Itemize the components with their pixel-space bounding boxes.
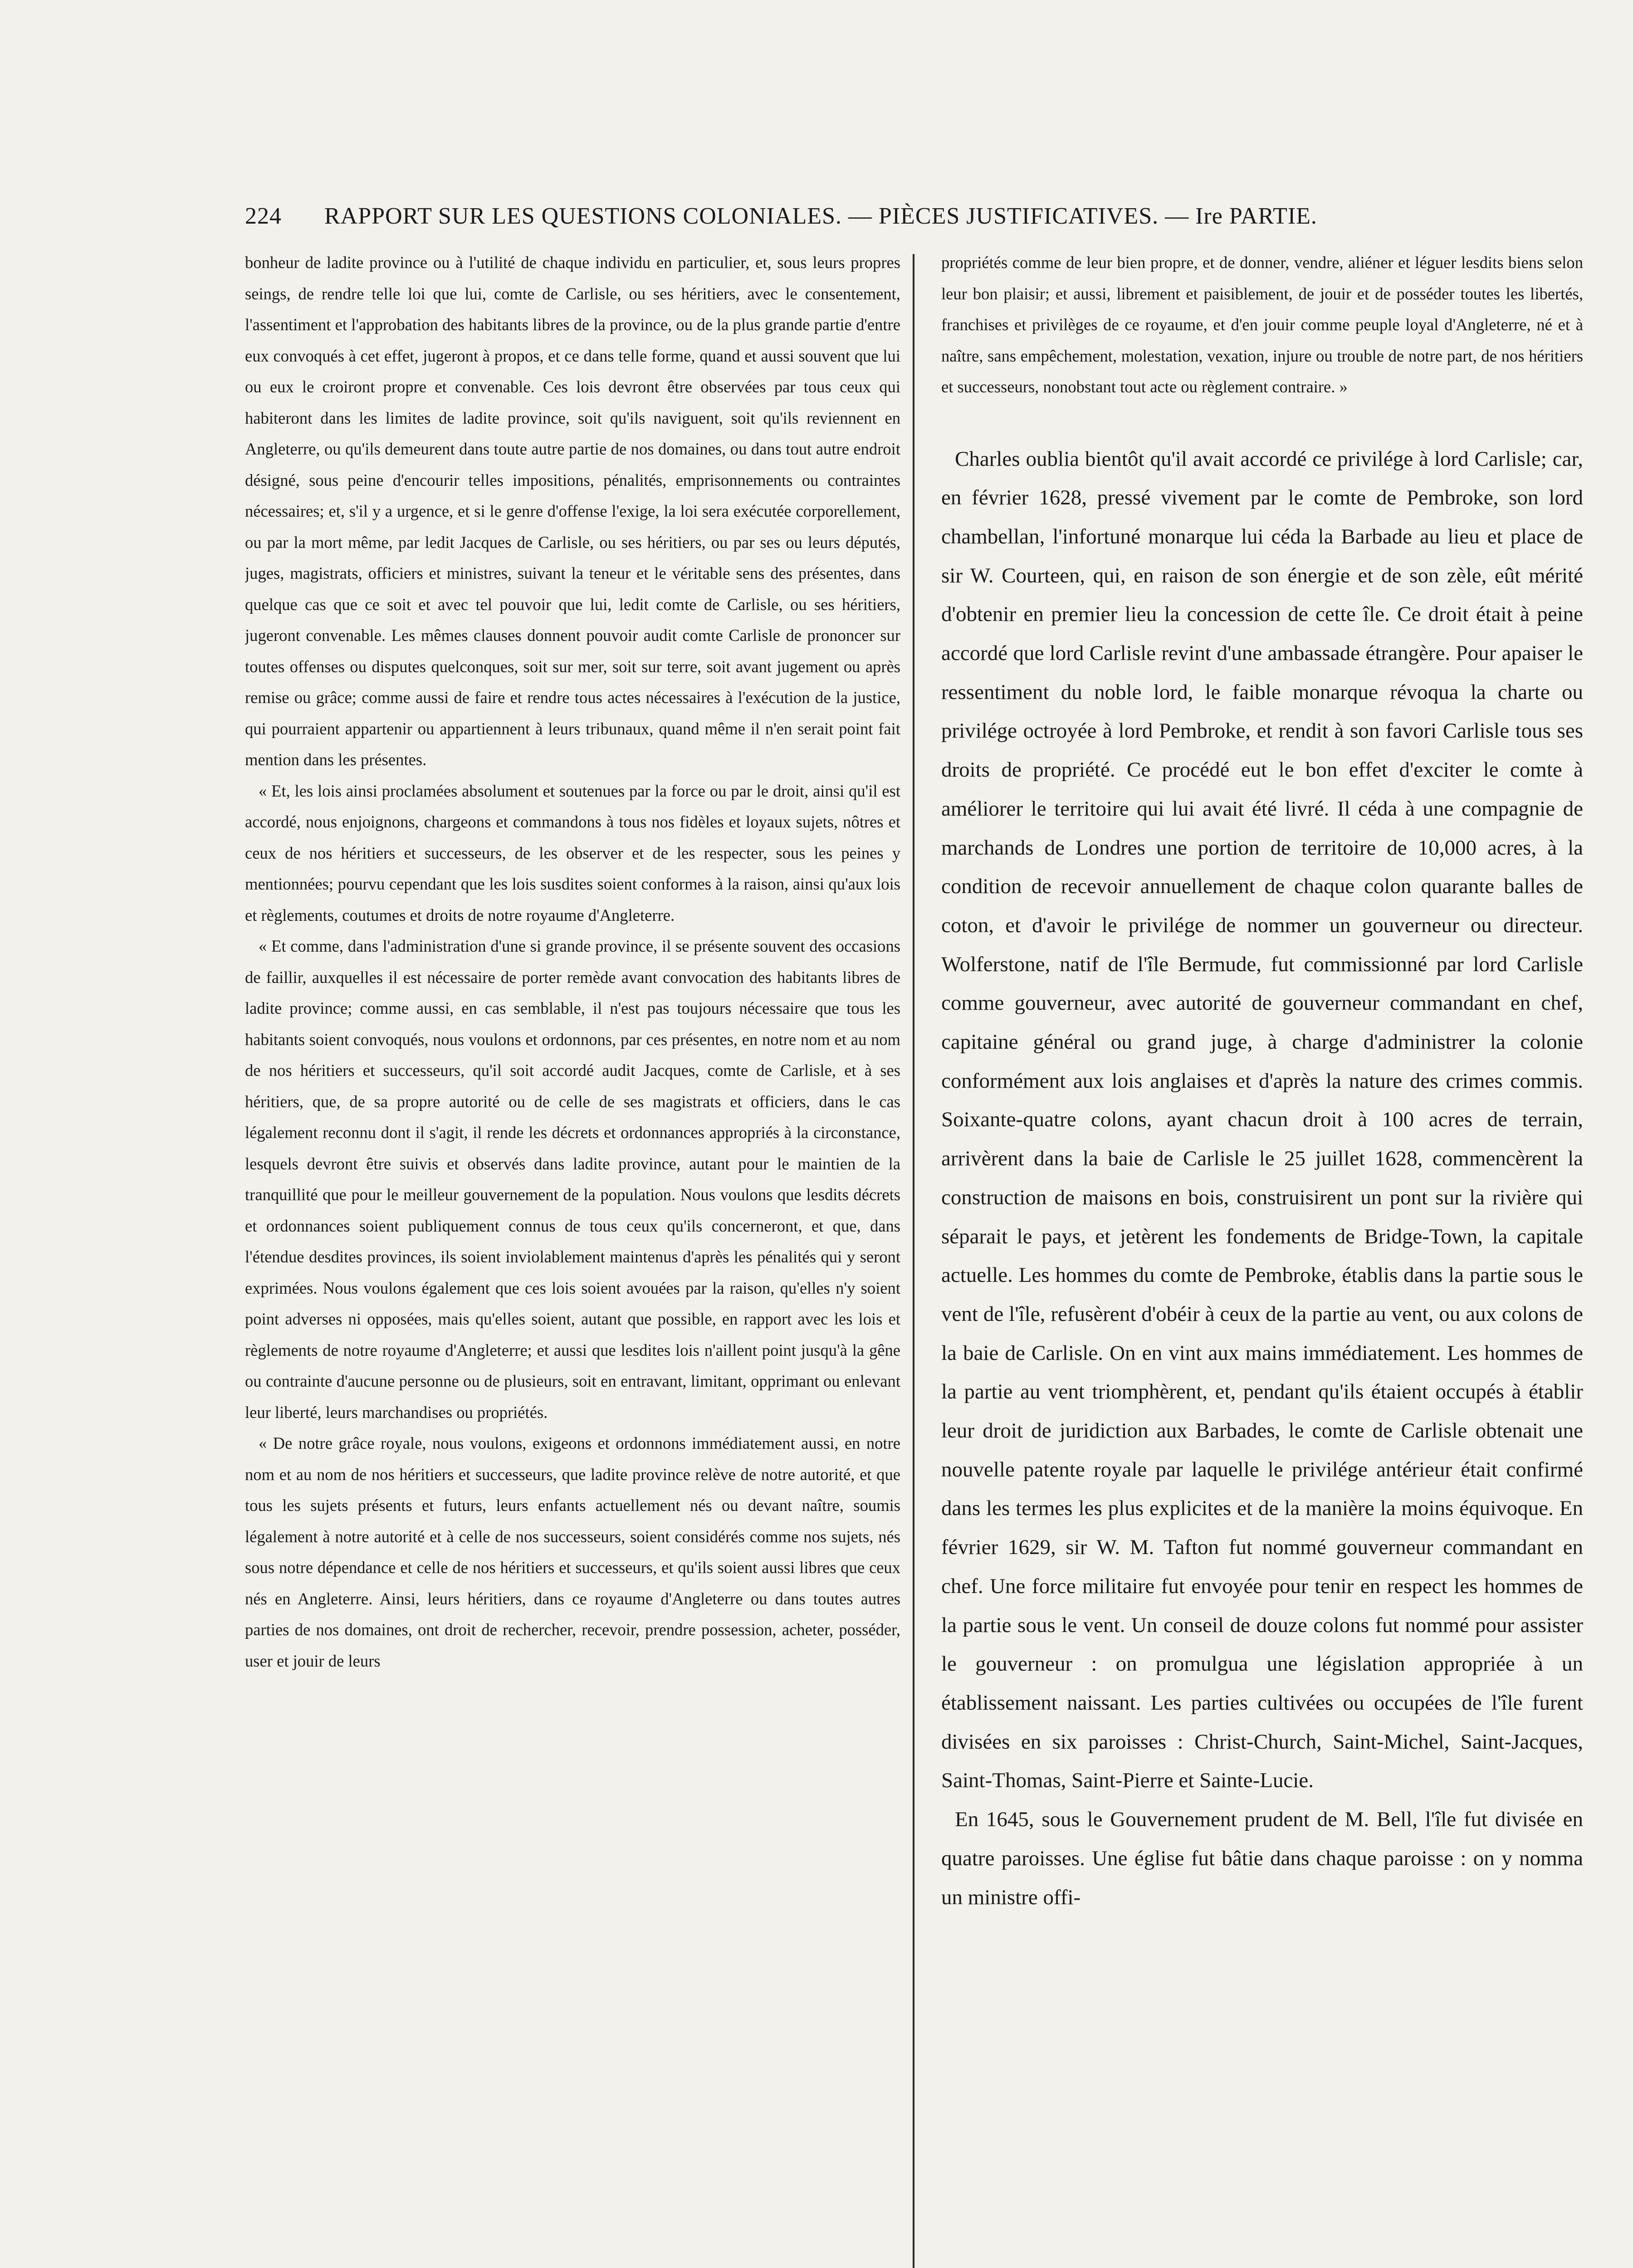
page-number: 224 [245, 203, 282, 229]
right-column [941, 247, 1583, 2268]
paragraph: « Et, les lois ainsi proclamées absolument et soutenues par la force ou par le droit, ainsi qu'il est accordé, nous enjoignons, chargeons et commandons à tous nos fidèles et loyaux sujets, nôtres et ceux de nos héritiers et successeurs, de les observer et de les respecter, sous les peines y mentionnées; pourvu cependant que les lois susdites soient conformes à la raison, ainsi qu'aux lois et règlements, coutumes et droits de notre royaume d'Angleterre. [245, 781, 900, 924]
paragraph: bonheur de ladite province ou à l'utilité de chaque individu en particulier, et, sous leurs propres seings, de rendre telle loi que lui, comte de Carlisle, ou ses héritiers, avec le consentement, l'assentiment et l'approbation des habitants libres de la province, ou de la plus grande partie d'entre eux convoqués à cet effet, jugeront à propos, et ce dans telle forme, quand et aussi souvent que lui ou eux le croiront propre et convenable. Ces lois devront être observées par tous ceux qui habiteront dans les limites de ladite province, soit qu'ils naviguent, soit qu'ils reviennent en Angleterre, ou qu'ils demeurent dans toute autre partie de nos domaines, ou dans tout autre endroit désigné, sous peine d'encourir telles impositions, pénalités, emprisonnements ou contraintes nécessaires; et, s'il y a urgence, et si le genre d'offense l'exige, la loi sera exécutée corporellement, ou par la mort même, par ledit Jacques de Carlisle, ou ses héritiers, ou par ses ou leurs députés, juges, magistrats, officiers et ministres, suivant la teneur et le véritable sens des présentes, dans quelque cas que ce soit et avec tel pouvoir que lui, ledit comte de Carlisle, ou ses héritiers, jugeront convenable. Les mêmes clauses donnent pouvoir audit comte Carlisle de prononcer sur toutes offenses ou disputes quelconques, soit sur mer, soit sur terre, soit avant jugement ou après remise ou grâce; comme aussi de faire et rendre tous actes nécessaires à l'exécution de la justice, qui pourraient appartenir ou appartiennent à leurs tribunaux, quand même il n'en serait point fait mention dans les présentes. [245, 253, 900, 769]
page-header [245, 196, 1538, 237]
quote-ending: propriétés comme de leur bien propre, et de donner, vendre, aliéner et léguer lesdits biens selon leur bon plaisir; et aussi, librement et paisiblement, de jouir et de posséder toutes les libertés, franchises et privilèges de ce royaume, et d'en jouir comme peuple loyal d'Angleterre, né et à naître, sans empêchement, molestation, vexation, injure ou trouble de notre part, de nos héritiers et successeurs, nonobstant tout acte ou règlement contraire. » [941, 253, 1583, 396]
column-divider [913, 254, 914, 2268]
paragraph: « De notre grâce royale, nous voulons, exigeons et ordonnons immédiatement aussi, en notre nom et au nom de nos héritiers et successeurs, que ladite province relève de notre autorité, et que tous les sujets présents et futurs, leurs enfants actuellement nés ou devant naître, soumis légalement à notre autorité et à celle de nos successeurs, soient considérés comme nos sujets, nés sous notre dépendance et celle de nos héritiers et successeurs, et qu'ils soient aussi libres que ceux nés en Angleterre. Ainsi, leurs héritiers, dans ce royaume d'Angleterre ou dans toutes autres parties de nos domaines, ont droit de rechercher, recevoir, prendre possession, acheter, posséder, user et jouir de leurs [245, 1434, 900, 1670]
paragraph: « Et comme, dans l'administration d'une si grande province, il se présente souvent des occasions de faillir, auxquelles il est nécessaire de porter remède avant convocation des habitants libres de ladite province; comme aussi, en cas semblable, il n'est pas toujours nécessaire que tous les habitants soient convoqués, nous voulons et ordonnons, par ces présentes, en notre nom et au nom de nos héritiers et successeurs, qu'il soit accordé audit Jacques, comte de Carlisle, et à ses héritiers, que, de sa propre autorité ou de celle de ses magistrats et officiers, dans le cas légalement reconnu dont il s'agit, il rende les décrets et ordonnances appropriés à la circonstance, lesquels devront être suivis et observés dans ladite province, autant pour le maintien de la tranquillité que pour le meilleur gouvernement de la population. Nous voulons que lesdits décrets et ordonnances soient publiquement connus de tous ceux qu'ils concerneront, et que, dans l'étendue desdites provinces, ils soient inviolablement maintenus d'après les pénalités qui y seront exprimées. Nous voulons également que ces lois soient avouées par la raison, qu'elles n'y soient point adverses ni opposées, mais qu'elles soient, autant que possible, en rapport avec les lois et règlements de notre royaume d'Angleterre; et aussi que lesdites lois n'aillent point jusqu'à la gêne ou contrainte d'aucune personne ou de plusieurs, soit en entravant, limitant, opprimant ou enlevant leur liberté, leurs marchandises ou propriétés. [245, 937, 900, 1422]
narrative-paragraph: En 1645, sous le Gouvernement prudent de M. Bell, l'île fut divisée en quatre paroisses. Une église fut bâtie dans chaque paroisse : on y nomma un ministre offi- [941, 1808, 1583, 1909]
narrative-paragraph: Charles oublia bientôt qu'il avait accordé ce privilége à lord Carlisle; car, en février 1628, pressé vivement par le comte de Pembroke, son lord chambellan, l'infortuné monarque lui céda la Barbade au lieu et place de sir W. Courteen, qui, en raison de son énergie et de son zèle, eût mérité d'obtenir en premier lieu la concession de cette île. Ce droit était à peine accordé que lord Carlisle revint d'une ambassade étrangère. Pour apaiser le ressentiment du noble lord, le faible monarque révoqua la charte ou privilége octroyée à lord Pembroke, et rendit à son favori Carlisle tous ses droits de propriété. Ce procédé eut le bon effet d'exciter le comte à améliorer le territoire qui lui avait été livré. Il céda à une compagnie de marchands de Londres une portion de territoire de 10,000 acres, à la condition de recevoir annuellement de chaque colon quarante balles de coton, et d'avoir le privilége de nommer un gouverneur ou directeur. Wolferstone, natif de l'île Bermude, fut commissionné par lord Carlisle comme gouverneur, avec autorité de gouverneur commandant en chef, capitaine général ou grand juge, à charge d'administrer la colonie conformément aux lois anglaises et d'après la nature des crimes commis. Soixante-quatre colons, ayant chacun droit à 100 acres de terrain, arrivèrent dans la baie de Carlisle le 25 juillet 1628, commencèrent la construction de maisons en bois, construisirent un pont sur la rivière qui séparait le pays, et jetèrent les fondements de Bridge-Town, la capitale actuelle. Les hommes du comte de Pembroke, établis dans la partie sous le vent de l'île, refusèrent d'obéir à ceux de la partie au vent, ou aux colons de la baie de Carlisle. On en vint aux mains immédiatement. Les hommes de la partie au vent triomphèrent, et, pendant qu'ils étaient occupés à établir leur droit de juridiction aux Barbades, le comte de Carlisle obtenait une nouvelle patente royale par laquelle le privilége antérieur était confirmé dans les termes les plus explicites et de la manière la moins équivoque. En février 1629, sir W. M. Tafton fut nommé gouverneur commandant en chef. Une force militaire fut envoyée pour tenir en respect les hommes de la partie sous le vent. Un conseil de douze colons fut nommé pour assister le gouverneur : on promulgua une législation appropriée à un établissement naissant. Les parties cultivées ou occupées de l'île furent divisées en six paroisses : Christ-Church, Saint-Michel, Saint-Jacques, Saint-Thomas, Saint-Pierre et Sainte-Lucie. [941, 447, 1583, 1793]
left-column [245, 247, 900, 2268]
running-title: RAPPORT SUR LES QUESTIONS COLONIALES. — PIÈCES JUSTIFICATIVES. — Ire PARTIE. [324, 203, 1317, 229]
